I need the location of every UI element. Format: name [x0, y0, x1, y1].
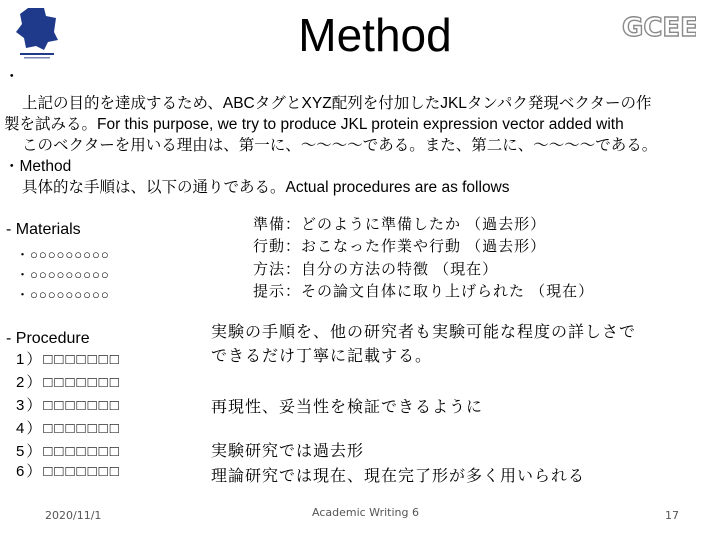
materials-heading: - Materials	[6, 221, 81, 238]
intro-line-2: 製を試みる。For this purpose, we try to produce JKL protein expression vector added with	[4, 116, 624, 133]
procedure-intro: 具体的な手順は、以下の通りである。Actual procedures are as follows	[22, 179, 510, 196]
note-tense-line: 実験研究では過去形	[211, 443, 365, 460]
page-number: 17	[665, 509, 679, 522]
materials-item: ・○○○○○○○○○	[16, 287, 110, 302]
guide-line: 準備：どのように準備したか （過去形）	[253, 216, 547, 233]
note-tense-line: 理論研究では現在、現在完了形が多く用いられる	[211, 468, 586, 485]
footer-date: 2020/11/1	[45, 509, 102, 522]
procedure-step: 1）□□□□□□□	[16, 351, 121, 368]
bullet-marker: ・	[4, 68, 20, 85]
procedure-heading: - Procedure	[6, 330, 90, 347]
materials-item: ・○○○○○○○○○	[16, 247, 110, 262]
note-reproducibility: 再現性、妥当性を検証できるように	[211, 399, 484, 416]
guide-line: 行動：おこなった作業や行動 （過去形）	[253, 238, 547, 255]
materials-item: ・○○○○○○○○○	[16, 267, 110, 282]
footer-course: Academic Writing 6	[312, 506, 419, 519]
note-detail-line: 実験の手順を、他の研究者も実験可能な程度の詳しさで	[211, 324, 637, 341]
svg-text:GCEE: GCEE	[622, 13, 696, 43]
note-detail-line: できるだけ丁寧に記載する。	[211, 348, 433, 365]
method-heading: ・Method	[4, 158, 72, 175]
guide-line: 提示：その論文自体に取り上げられた （現在）	[253, 283, 595, 300]
procedure-step: 5）□□□□□□□	[16, 443, 121, 460]
procedure-step: 3）□□□□□□□	[16, 397, 121, 414]
procedure-step: 2）□□□□□□□	[16, 374, 121, 391]
slide-title: Method	[298, 9, 452, 61]
guide-line: 方法：自分の方法の特徴 （現在）	[253, 261, 499, 278]
intro-line-1: 上記の目的を達成するため、ABCタグとXYZ配列を付加したJKLタンパク発現ベクターの作	[22, 95, 652, 112]
procedure-step: 4）□□□□□□□	[16, 420, 121, 437]
reason-line: このベクターを用いる理由は、第一に、～～～～である。また、第二に、～～～～である。	[22, 137, 658, 154]
procedure-step: 6）□□□□□□□	[16, 463, 121, 480]
